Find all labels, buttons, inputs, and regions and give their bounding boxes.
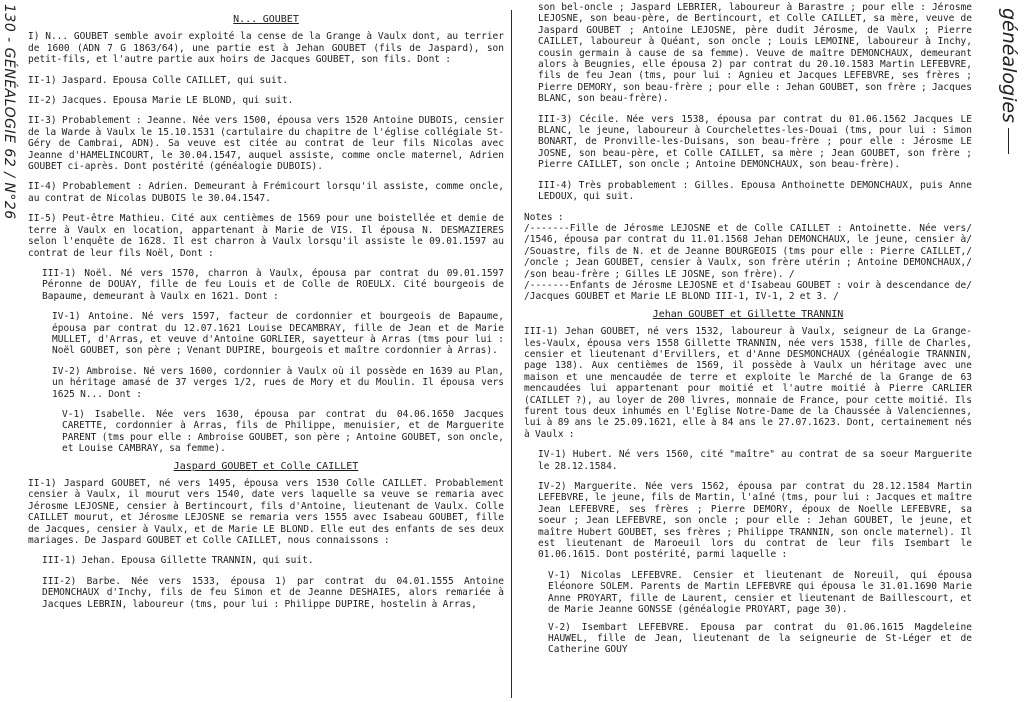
right-margin [994,0,1022,702]
left-column [28,2,504,700]
note-paragraph: /-------Fille de Jérosme LEJOSNE et de Colle CAILLET : Antoinette. Née vers/ /1546, épousa par contrat du 11.01.1568 Jehan DEMONCHAUX, le jeune, censier à/ /Souastre, fils de N. et de Jeanne BOURGEOIS (tms pour elle : Pierre CAILLET,/ /oncle ; Jean GOUBET, censier à Vaulx, son frère utérin ; Antoine DEMONCHAUX,/ /son beau-frère ; Gilles LE JOSNE, son frère). / [524,222,972,280]
left-margin [0,0,25,702]
entry-paragraph: son bel-oncle ; Jaspard LEBRIER, laboureur à Barastre ; pour elle : Jérosme LEJOSNE, son beau-père, de Bertincourt, et Colle CAILLET, sa mère, veuve de Jaspard GOUBET ; Antoine LEJOSNE, père dudit Jérosme, de Vaulx ; Pierre CAILLET, laboureur à Quéant, son oncle ; Louis LEMOINE, laboureur à Inchy, cousin germain à cause de sa femme). Veuve de maître DEMONCHAUX, demeurant alors à Beugnies, elle épousa 2) par contrat du 20.10.1583 Martin LEFEBVRE, fils de feu Jean (tms, pour lui : Agnieu et Jacques LEFEBVRE, ses frères ; Pierre DEMORY, son beau-frère ; pour elle : Jehan GOUBET, son frère ; Jacques BLANC, son beau-frère). [538,2,972,105]
running-head-right: généalogies [998,8,1020,123]
entry-paragraph: II-4) Probablement : Adrien. Demeurant à Frémicourt lorsqu'il assiste, comme oncle, au contrat de Nicolas DUBOIS le 30.04.1547. [28,181,504,204]
right-column [524,2,972,700]
entry-paragraph: IV-1) Hubert. Né vers 1560, cité "maître" au contrat de sa soeur Marguerite le 28.12.1584. [538,449,972,472]
note-paragraph: /-------Enfants de Jérosme LEJOSNE et d'Isabeau GOUBET : voir à descendance de/ /Jacques GOUBET et Marie LE BLOND III-1, IV-1, 2 et 3. / [524,279,972,303]
entry-paragraph: V-2) Isembart LEFEBVRE. Epousa par contrat du 01.06.1615 Magdeleine HAUWEL, fille de Jean, lieutenant de la seigneurie de St-Léger et de Catherine GOUY [548,621,972,656]
running-head-left: 130 - GÉNÉALOGIE 62 / N°26 [1,4,17,220]
notes-label: Notes : [524,211,564,223]
entry-paragraph: III-1) Jehan GOUBET, né vers 1532, laboureur à Vaulx, seigneur de La Grange-les-Vaulx, épousa vers 1558 Gillette TRANNIN, née vers 1538, fille de Charles, censier et lieutenant d'Ervillers, et d'Anne DESMONCHAUX (généalogie TRANNIN, page 138). Aux centièmes de 1569, il possède à Vaulx un héritage avec une maison et une mencaudée de terre et exploite le Marché de la Grange de 63 mencaudées lui appartenant pour moitié et l'autre moitié à Pierre CARLIER (CAILLET ?), au loyer de 200 livres, monnaie de France, pour cette moitié. Ils furent tous deux inhumés en l'Eglise Notre-Dame de la Chaussée à Valenciennes, lui à 89 ans le 25.09.1621, elle à 84 ans le 27.07.1623. Dont, certainement nés à Vaulx : [524,326,972,440]
entry-paragraph: V-1) Nicolas LEFEBVRE. Censier et lieutenant de Noreuil, qui épousa Eléonore SOLEM. Parents de Martin LEFEBVRE qui épousa le 31.01.1690 Marie Anne PROYART, fille de Laurent, censier et lieutenant de Baillescourt, et de Marie Jeanne GONSSE (généalogie PROYART, page 30). [548,569,972,616]
entry-paragraph: I) N... GOUBET semble avoir exploité la cense de la Grange à Vaulx dont, au terrier de 1600 (ADN 7 G 1863/64), une partie est à Jehan GOUBET (fils de Jaspard), son petit-fils, et l'autre partie aux hoirs de Jacques GOUBET, son fils. Dont : [28,31,504,66]
entry-paragraph: II-1) Jaspard. Epousa Colle CAILLET, qui suit. [28,74,289,86]
entry-paragraph: III-1) Jehan. Epousa Gillette TRANNIN, qui suit. [42,555,314,567]
entry-paragraph: II-5) Peut-être Mathieu. Cité aux centièmes de 1569 pour une boistellée et demie de terre à Vaulx en location, appartenant à Marie de VIS. Il épousa N. DESMAZIERES selon l'enquête de 1628. Il est charron à Vaulx lorsqu'il assiste le 09.01.1597 au contrat de leur fils Noël, Dont : [28,213,504,259]
entry-paragraph: II-2) Jacques. Epousa Marie LE BLOND, qui suit. [28,95,294,107]
entry-paragraph: II-1) Jaspard GOUBET, né vers 1495, épousa vers 1530 Colle CAILLET. Probablement censier à Vaulx, il mourut vers 1540, date vers laquelle sa veuve se remaria avec Jérosme LEJOSNE, censier à Bertincourt, fils d'Antoine, lieutenant de Vaulx. Colle CAILLET mourut, et Jérosme LEJOSNE se remaria vers 1555 avec Isabeau GOUBET, fille de Jacques, censier à Vaulx, et de Marie LE BLOND. Elle eut des enfants de ses deux mariages. De Jaspard GOUBET et Colle CAILLET, nous connaissons : [28,478,504,547]
entry-paragraph: III-3) Cécile. Née vers 1538, épousa par contrat du 01.06.1562 Jacques LE BLANC, le jeune, laboureur à Courchelettes-les-Douai (tms, pour lui : Simon BONART, de Pronville-les-Duisans, son beau-frère ; pour elle : Jérosme LE JOSNE, son beau-père, et Colle CAILLET, sa mère ; Jean GOUBET, son frère ; Pierre CAILLET, son oncle ; Antoine DEMONCHAUX, son beau-frère). [538,113,972,171]
entry-paragraph: III-4) Très probablement : Gilles. Epousa Anthoinette DEMONCHAUX, puis Anne LEDOUX, qui suit. [538,179,972,203]
entry-paragraph: II-3) Probablement : Jeanne. Née vers 1500, épousa vers 1520 Antoine DUBOIS, censier de la Warde à Vaulx le 15.10.1531 (cartulaire du chapitre de l'église collégiale St-Géry de Cambrai, ADN). Sa veuve est citée au contrat de leur fils Nicolas avec Jeanne d'HAMELINCOURT, le 30.04.1547, auquel assiste, comme oncle maternel, Adrien GOUBET ci-après. Dont postérité (généalogie DUBOIS). [28,115,504,173]
entry-paragraph: III-2) Barbe. Née vers 1533, épousa 1) par contrat du 04.01.1555 Antoine DEMONCHAUX d'Inchy, fils de feu Simon et de Jeanne DESHAIES, alors remariée à Jacques LEBRIN, laboureur (tms, pour lui : Philippe DUPIRE, hostelin à Arras, [42,575,504,610]
entry-paragraph: III-1) Noël. Né vers 1570, charron à Vaulx, épousa par contrat du 09.01.1597 Péronne de DOUAY, fille de feu Louis et de Colle de ROEULX. Cité bourgeois de Bapaume, demeurant à Vaulx en 1621. Dont : [42,267,504,302]
entry-paragraph: IV-2) Ambroise. Né vers 1600, cordonnier à Vaulx où il possède en 1639 au Plan, un héritage amasé de 37 verges 1/2, rues de Mory et du Moulin. Il épousa vers 1625 N... Dont : [52,365,504,400]
column-divider [511,10,512,698]
section-title: Jaspard GOUBET et Colle CAILLET [173,460,359,472]
entry-paragraph: V-1) Isabelle. Née vers 1630, épousa par contrat du 04.06.1650 Jacques CARETTE, cordonnier à Arras, fils de Philippe, menuisier, et de Marguerite PARENT (tms pour elle : Ambroise GOUBET, son père ; Antoine GOUBET, son oncle, et Louise CAMBRAY, sa femme). [62,408,504,455]
section-title: Jehan GOUBET et Gillette TRANNIN [652,308,844,320]
entry-paragraph: IV-2) Marguerite. Née vers 1562, épousa par contrat du 28.12.1584 Martin LEFEBVRE, le jeune, fils de Martin, l'aîné (tms, pour lui : Jacques et maître Jean LEFEBVRE, ses frères ; Pierre DEMORY, époux de Noelle LEFEBVRE, sa soeur ; Jean LEFEBVRE, son oncle ; pour elle : Jehan GOUBET, le jeune, et maître Hubert GOUBET, ses frères ; Philippe TRANNIN, son oncle maternel). Il est lieutenant de Maroeuil lors du contrat de leur fils Isembart le 01.06.1615. Dont postérité, parmi laquelle : [538,481,972,561]
section-title: N... GOUBET [233,14,299,25]
entry-paragraph: IV-1) Antoine. Né vers 1597, facteur de cordonnier et bourgeois de Bapaume, épousa par contrat du 12.07.1621 Louise DECAMBRAY, fille de Jean et de Marie MULLET, d'Arras, et veuve d'Antoine GORLIER, sayetteur à Arras (tms pour lui : Noël GOUBET, son père ; Venant DUPIRE, bourgeois et maître cordonnier à Arras). [52,311,504,357]
running-head-rule [1008,128,1009,154]
